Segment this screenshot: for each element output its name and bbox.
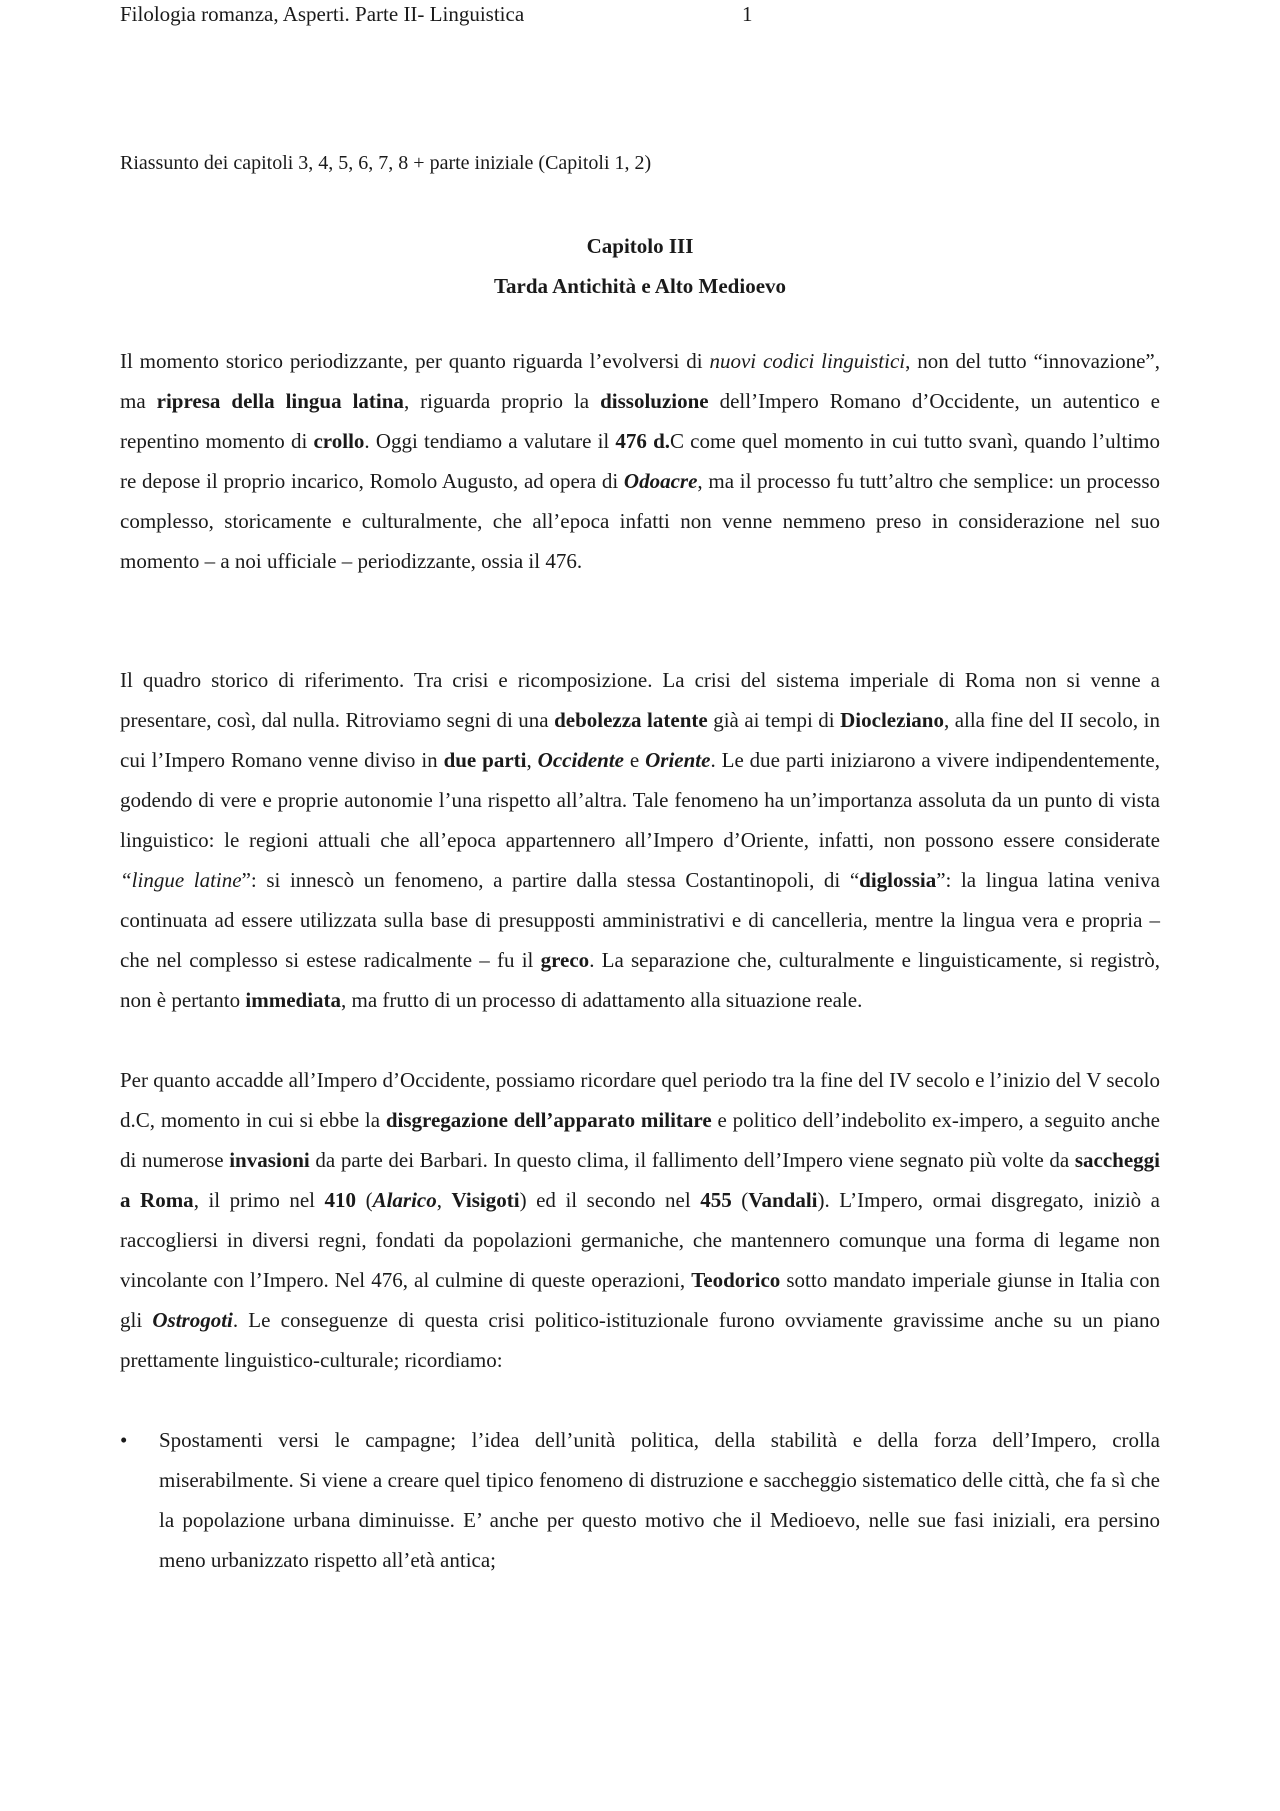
chapter-title: Tarda Antichità e Alto Medioevo bbox=[493, 274, 787, 298]
bold-text: immediata bbox=[245, 988, 342, 1012]
italic-text: nuovi codici linguistici bbox=[709, 349, 906, 373]
paragraph-3 bbox=[120, 1060, 1160, 1380]
text-run: Per quanto accadde all’Impero d’Occidente, possiamo ricordare quel periodo tra la fine del IV secolo e l’inizio del V secolo d.C, momento in cui si ebbe la bbox=[120, 1068, 1160, 1132]
bold-italic-text: Ostrogoti bbox=[152, 1308, 233, 1332]
text-run: Il quadro storico di riferimento. Tra crisi e ricomposizione. La crisi del sistema imperiale di Roma non si venne a presentare, così, dal nulla. Ritroviamo segni di una bbox=[120, 668, 1160, 732]
text-run: e bbox=[623, 748, 646, 772]
text-run: ) ed il secondo nel bbox=[519, 1188, 701, 1212]
page-number: 1 bbox=[742, 2, 753, 26]
text-run: . Oggi tendiamo a valutare il bbox=[364, 429, 616, 453]
paragraph-2 bbox=[120, 660, 1160, 1020]
bold-italic-text: Occidente bbox=[537, 748, 624, 772]
italic-text: “lingue latine bbox=[120, 868, 242, 892]
bold-text: Vandali bbox=[748, 1188, 818, 1212]
text-run: . Le due parti iniziarono a vivere indipendentemente, godendo di vere e proprie autonomie l’una rispetto all’altra. Tale fenomeno ha un’importanza assoluta da un punto di vista linguistico: le regioni attuali che all’epoca appartennero all’Impero d’Oriente, infatti, non possono essere considerate bbox=[120, 748, 1160, 852]
bullet-marker: • bbox=[120, 1428, 128, 1452]
bold-text: ripresa della lingua latina bbox=[156, 389, 404, 413]
bold-text: Visigoti bbox=[451, 1188, 520, 1212]
bold-text: due parti bbox=[443, 748, 527, 772]
text-run: . La separazione che, culturalmente e linguisticamente, si registrò, non è pertanto bbox=[120, 948, 1160, 1012]
chapter-number: Capitolo III bbox=[586, 234, 694, 258]
bold-text: debolezza latente bbox=[554, 708, 708, 732]
text-run: Il momento storico periodizzante, per quanto riguarda l’evolversi di bbox=[120, 349, 710, 373]
bold-text: saccheggi a Roma bbox=[120, 1148, 1160, 1212]
bold-text: disgregazione dell’apparato militare bbox=[385, 1108, 712, 1132]
text-run: ). L’Impero, ormai disgregato, iniziò a raccogliersi in diversi regni, fondati da popolazioni germaniche, che mantennero comunque una forma di legame non vincolante con l’Impero. Nel 476, al culmine di queste operazioni, bbox=[120, 1188, 1161, 1292]
bold-text: 455 bbox=[700, 1188, 732, 1212]
chapter-heading bbox=[120, 226, 1160, 306]
paragraph-1 bbox=[120, 341, 1160, 581]
bold-italic-text: Odoacre bbox=[623, 469, 698, 493]
text-run: sotto mandato imperiale giunse in Italia con gli bbox=[120, 1268, 1161, 1332]
bullet-text: Spostamenti versi le campagne; l’idea dell’unità politica, della stabilità e della forza dell’Impero, crolla miserabilmente. Si viene a creare quel tipico fenomeno di distruzione e saccheggio sistematico delle città, che fa sì che la popolazione urbana diminuisse. E’ anche per questo motivo che il Medioevo, nelle sue fasi iniziali, era persino meno urbanizzato rispetto all’età antica; bbox=[159, 1428, 1160, 1572]
text-run: ( bbox=[731, 1188, 749, 1212]
text-run: , bbox=[526, 748, 538, 772]
bold-text: Teodorico bbox=[691, 1268, 781, 1292]
page-header bbox=[120, 0, 1160, 28]
bold-text: crollo bbox=[313, 429, 365, 453]
bullet-list-item bbox=[120, 1420, 1160, 1580]
bold-italic-text: Oriente bbox=[645, 748, 711, 772]
text-run: , ma frutto di un processo di adattamento alla situazione reale. bbox=[341, 988, 863, 1012]
bold-text: dissoluzione bbox=[600, 389, 709, 413]
text-run: ( bbox=[356, 1188, 373, 1212]
bold-text: 410 bbox=[324, 1188, 357, 1212]
text-run: , il primo nel bbox=[193, 1188, 325, 1212]
text-run: da parte dei Barbari. In questo clima, il fallimento dell’Impero viene segnato più volte da bbox=[309, 1148, 1075, 1172]
text-run: e politico dell’indebolito ex-impero, a seguito anche di numerose bbox=[120, 1108, 1160, 1172]
bold-text: invasioni bbox=[229, 1148, 310, 1172]
text-run: ”: la lingua latina veniva continuata ad essere utilizzata sulla base di presupposti amministrativi e di cancelleria, mentre la lingua vera e propria – che nel complesso si estese radicalmente – fu il bbox=[120, 868, 1161, 972]
text-run: , ma il processo fu tutt’altro che semplice: un processo complesso, storicamente e culturalmente, che all’epoca infatti non venne nemmeno preso in considerazione nel suo momento – a noi ufficiale – periodizzante, ossia il 476. bbox=[120, 469, 1160, 573]
text-run: già ai tempi di bbox=[707, 708, 841, 732]
bold-text: greco bbox=[540, 948, 590, 972]
text-run: , non del tutto “innovazione”, ma bbox=[120, 349, 1161, 413]
text-run: dell’Impero Romano d’Occidente, un autentico e repentino momento di bbox=[120, 389, 1160, 453]
text-run: , alla fine del II secolo, in cui l’Impero Romano venne diviso in bbox=[120, 708, 1160, 772]
text-run: , bbox=[436, 1188, 452, 1212]
text-run: . Le conseguenze di questa crisi politico-istituzionale furono ovviamente gravissime anche su un piano prettamente linguistico-culturale; ricordiamo: bbox=[120, 1308, 1160, 1372]
text-run: C come quel momento in cui tutto svanì, quando l’ultimo re depose il proprio incarico, Romolo Augusto, ad opera di bbox=[120, 429, 1160, 493]
bold-italic-text: Alarico bbox=[372, 1188, 437, 1212]
bold-text: 476 d. bbox=[615, 429, 670, 453]
document-title: Filologia romanza, Asperti. Parte II- Linguistica bbox=[120, 2, 525, 26]
summary-subtitle: Riassunto dei capitoli 3, 4, 5, 6, 7, 8 + parte iniziale (Capitoli 1, 2) bbox=[120, 152, 652, 174]
bold-text: Diocleziano bbox=[840, 708, 944, 732]
text-run: , riguarda proprio la bbox=[403, 389, 601, 413]
bold-text: diglossia bbox=[859, 868, 937, 892]
text-run: ”: si innescò un fenomeno, a partire dalla stessa Costantinopoli, di “ bbox=[241, 868, 860, 892]
